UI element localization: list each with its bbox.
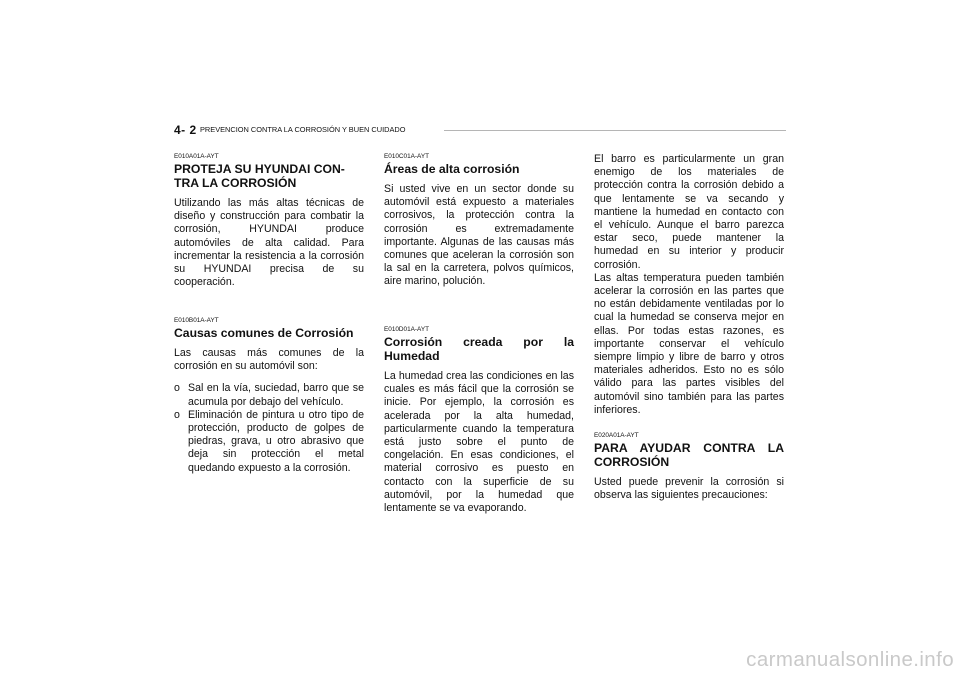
section-title: PREVENCION CONTRA LA CORROSIÓN Y BUEN CUIDADO: [200, 125, 406, 134]
heading-line: Corrosión creada por la: [384, 335, 574, 349]
heading-line: PROTEJA SU HYUNDAI CON-: [174, 162, 345, 176]
section-common-causes: [174, 317, 364, 475]
section-code: E010A01A-AYT: [174, 153, 219, 160]
section-body: Si usted vive en un sector donde su automóvil está expuesto a materiales corrosivos, la protección contra la corrosión es extremadamente importante. Algunas de las causas más comunes que aceleran la corrosión son la sal en la carretera, polvos químicos, aire marino, polución.: [384, 183, 574, 288]
bullet-glyph: o: [174, 382, 180, 395]
bullet-glyph: o: [174, 408, 180, 421]
watermark: carmanualsonline.info: [746, 648, 954, 671]
heading-line: CORROSIÓN: [594, 455, 670, 469]
section-body: Usted puede prevenir la corrosión si observa las siguientes precauciones:: [594, 476, 784, 502]
section-help-prevent: [594, 432, 784, 502]
list-item: [174, 409, 364, 475]
heading-line: Humedad: [384, 349, 440, 363]
header-rule: [444, 130, 786, 131]
section-heading: Causas comunes de Corrosión: [174, 326, 354, 340]
list-item-text: Eliminación de pintura u otro tipo de protección, producto de golpes de piedras, grava, u otro abrasivo que deja sin protección el metal quedando expuesto a la corrosión.: [188, 408, 364, 474]
heading-line: TRA LA CORROSIÓN: [174, 176, 297, 190]
section-heading: [384, 335, 574, 363]
section-heading: [594, 441, 784, 469]
page-number: 4- 2: [174, 123, 197, 137]
section-code: E010B01A-AYT: [174, 317, 219, 324]
section-heading: Áreas de alta corrosión: [384, 162, 520, 176]
list-item-text: Sal en la vía, suciedad, barro que se acumula por debajo del vehículo.: [188, 382, 364, 408]
section-protect: [174, 153, 364, 289]
list-item: [174, 382, 364, 408]
section-code: E010D01A-AYT: [384, 326, 429, 333]
body-paragraph: El barro es particularmente un gran enemigo de los materiales de protección contra la corrosión debido a que lentamente se va secando y mantiene la humedad en contacto con el vehículo. Aunque el barro parezca estar seco, puede mantener la humedad en su interior y producir corrosión.: [594, 153, 784, 271]
heading-line: PARA AYUDAR CONTRA LA: [594, 441, 784, 455]
body-paragraph: Las altas temperatura pueden también acelerar la corrosión en las partes que no están debidamente ventiladas por lo cual la humedad se conserva mejor en ellas. Por todas estas razones, es importante conservar el vehículo siempre limpio y libre de barro y otros materiales adheridos. Esto no es sólo válido para las partes visibles del automóvil sino también para las partes inferiores.: [594, 271, 784, 416]
causes-list: [174, 382, 364, 474]
section-code: E020A01A-AYT: [594, 432, 639, 439]
section-body: La humedad crea las condiciones en las cuales es más fácil que la corrosión se inicie. Por ejemplo, la corrosión es acelerada por la alta humedad, particularmente cuando la temperatura está justo sobre el punto de congelación. En esas condiciones, el material corrosivo es puesto en contacto con la superficie de su automóvil, por la humedad que lentamente se va evaporando.: [384, 370, 574, 515]
section-heading: [174, 162, 364, 190]
column-3: [594, 153, 784, 502]
column-1: [174, 153, 364, 474]
section-body: Las causas más comunes de la corrosión en su automóvil son:: [174, 347, 364, 373]
section-high-corrosion: [384, 153, 574, 289]
section-humidity: [384, 326, 574, 515]
page-header: [174, 123, 786, 137]
section-code: E010C01A-AYT: [384, 153, 429, 160]
column-2: [384, 153, 574, 515]
section-body: Utilizando las más altas técnicas de diseño y construcción para combatir la corrosión, HYUNDAI produce automóviles de alta calidad. Para incrementar la resistencia a la corrosión su HYUNDAI precisa de su cooperación.: [174, 197, 364, 289]
